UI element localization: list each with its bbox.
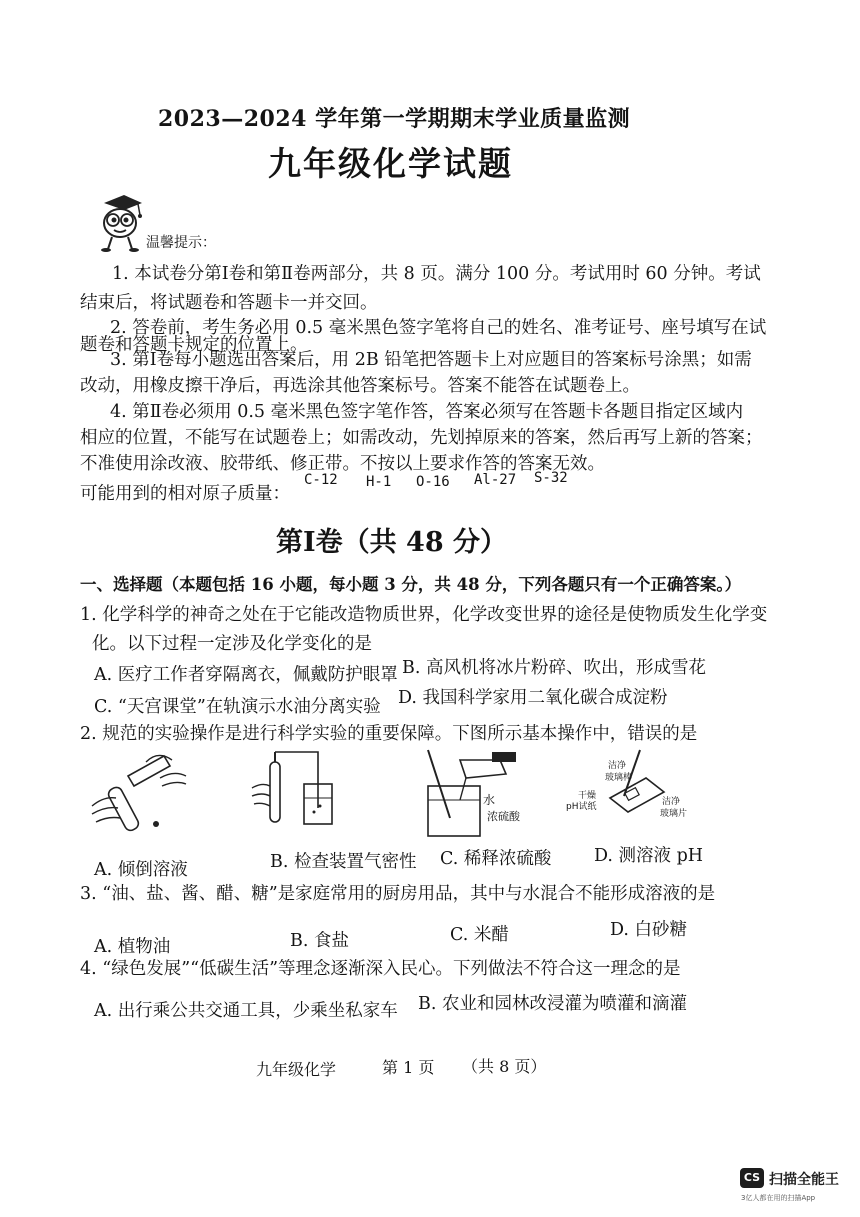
question-stem: 化。以下过程一定涉及化学变化的是 — [92, 634, 372, 654]
option-b: B. 检查装置气密性 — [270, 852, 417, 872]
question-stem: 2. 规范的实验操作是进行科学实验的重要保障。下图所示基本操作中，错误的是 — [80, 724, 698, 744]
option-b: B. 食盐 — [290, 931, 349, 951]
scanner-logo-icon: CS — [740, 1168, 764, 1188]
atomic-mass: S-32 — [534, 470, 568, 486]
scanner-app-name: 扫描全能王 — [769, 1172, 839, 1188]
question-stem: 3. “油、盐、酱、醋、糖”是家庭常用的厨房用品，其中与水混合不能形成溶液的是 — [80, 884, 716, 904]
option-c: C. “天宫课堂”在轨演示水油分离实验 — [94, 697, 381, 717]
label-clean-rod: 洁净 — [608, 761, 627, 771]
label-dry: 干燥 — [578, 791, 597, 801]
figure-dilution — [420, 748, 530, 843]
tip-line: 4. 第Ⅱ卷必须用 0.5 毫米黑色签字笔作答，答案必须写在答题卡各题目指定区域内 — [110, 402, 744, 422]
option-a: A. 医疗工作者穿隔离衣，佩戴防护眼罩 — [94, 665, 398, 685]
section-title: 第Ⅰ卷（共 48 分） — [276, 527, 508, 558]
figure-airtightness — [250, 748, 340, 838]
footer-subject: 九年级化学 — [256, 1060, 337, 1079]
atomic-mass: O-16 — [416, 474, 450, 490]
option-d: D. 白砂糖 — [610, 920, 688, 940]
tip-line: 相应的位置，不能写在试题卷上；如需改动，先划掉原来的答案，然后再写上新的答案； — [80, 428, 763, 448]
label-clean-glass-2: 玻璃片 — [660, 809, 688, 819]
atomic-mass: H-1 — [366, 474, 392, 490]
label-clean-rod-2: 玻璃棒 — [605, 773, 633, 783]
tip-line: 1. 本试卷分第Ⅰ卷和第Ⅱ卷两部分，共 8 页。满分 100 分。考试用时 60 分钟。考试 — [112, 264, 761, 284]
option-a: A. 植物油 — [94, 937, 171, 957]
section-instruction: 一、选择题（本题包括 16 小题，每小题 3 分，共 48 分，下列各题只有一个正确答案。） — [80, 575, 742, 594]
figure-pouring — [86, 748, 196, 838]
tip-line: 2. 答卷前，考生务必用 0.5 毫米黑色签字笔将自己的姓名、准考证号、座号填写在试 — [110, 318, 767, 338]
scanner-tagline: 3亿人都在用的扫描App — [741, 1194, 816, 1202]
atomic-mass: Al-27 — [474, 472, 517, 488]
option-b: B. 农业和园林改浸灌为喷灌和滴灌 — [418, 994, 687, 1014]
tip-line: 改动，用橡皮擦干净后，再选涂其他答案标号。答案不能答在试题卷上。 — [80, 376, 640, 396]
tip-line: 题卷和答题卡规定的位置上。 — [80, 335, 308, 355]
question-stem: 1. 化学科学的神奇之处在于它能改造物质世界，化学改变世界的途径是使物质发生化学变 — [80, 605, 768, 625]
option-d: D. 测溶液 pH — [594, 846, 704, 866]
tip-line: 不准使用涂改液、胶带纸、修正带。不按以上要求作答的答案无效。 — [80, 454, 605, 474]
atomic-mass: C-12 — [304, 472, 338, 488]
option-a: A. 倾倒溶液 — [94, 860, 188, 880]
tips-label: 温馨提示： — [146, 235, 216, 251]
option-b: B. 高风机将冰片粉碎、吹出，形成雪花 — [402, 658, 706, 678]
mascot-illustration — [90, 193, 150, 253]
question-stem: 4. “绿色发展”“低碳生活”等理念逐渐深入民心。下列做法不符合这一理念的是 — [80, 959, 681, 979]
footer-page: 第 1 页 — [382, 1058, 435, 1077]
paper-title: 九年级化学试题 — [268, 144, 513, 183]
option-c: C. 稀释浓硫酸 — [440, 849, 552, 869]
tip-line: 3. 第Ⅰ卷每小题选出答案后，用 2B 铅笔把答题卡上对应题目的答案标号涂黑；如需 — [110, 350, 752, 370]
option-a: A. 出行乘公共交通工具，少乘坐私家车 — [94, 1001, 398, 1021]
label-water: 水 — [483, 793, 496, 807]
option-d: D. 我国科学家用二氧化碳合成淀粉 — [398, 688, 668, 708]
exam-title: 2023—2024 学年第一学期期末学业质量监测 — [158, 106, 631, 132]
option-c: C. 米醋 — [450, 925, 509, 945]
label-ph-paper: pH试纸 — [566, 802, 597, 812]
label-conc-acid: 浓硫酸 — [487, 810, 520, 823]
atomic-mass-label: 可能用到的相对原子质量： — [80, 484, 290, 504]
footer-total: （共 8 页） — [462, 1057, 547, 1076]
tip-line: 结束后，将试题卷和答题卡一并交回。 — [80, 293, 378, 313]
label-clean-glass: 洁净 — [662, 797, 681, 807]
